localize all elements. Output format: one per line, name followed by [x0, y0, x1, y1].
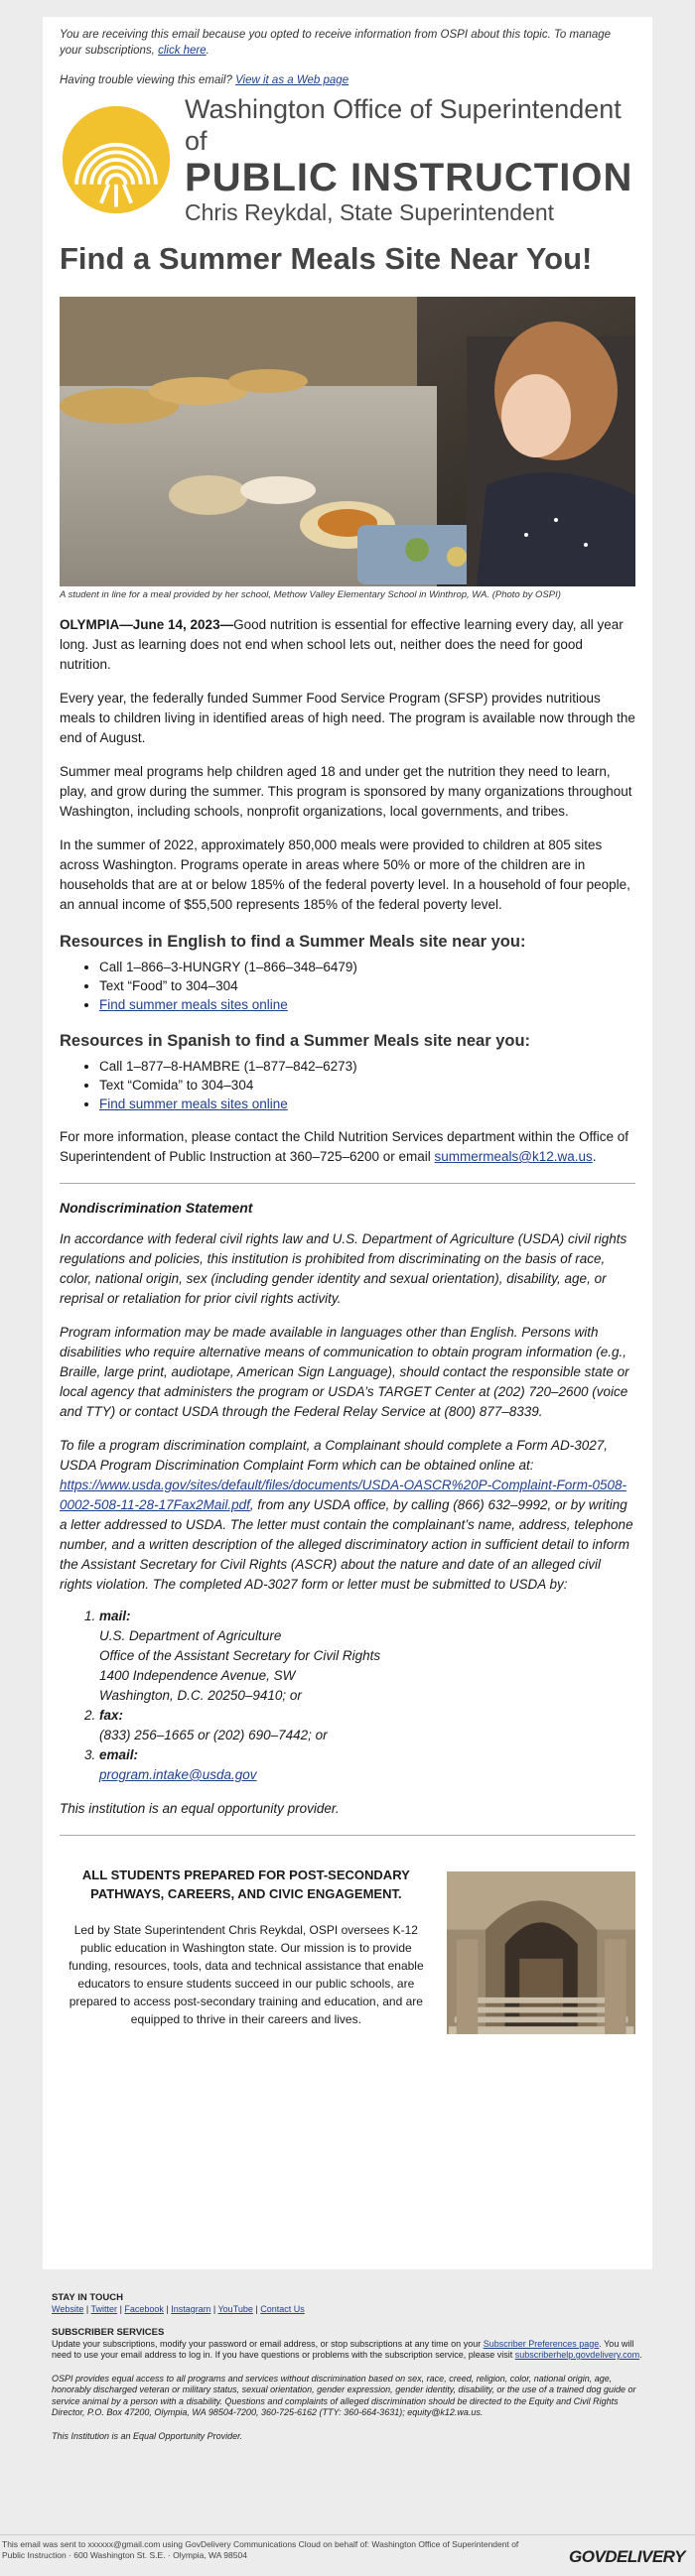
list-item: • Text “Comida” to 304–304 — [99, 1076, 635, 1095]
summermeals-email-link[interactable]: summermeals@k12.wa.us — [434, 1149, 593, 1164]
ospi-mission-band — [60, 1862, 635, 2036]
list-item: • Call 1–877–8-HAMBRE (1–877–842–6273) — [99, 1057, 635, 1076]
social-links: Website | Twitter | Facebook | Instagram | YouTube | Contact Us — [52, 2303, 305, 2314]
contact-us-link[interactable]: Contact Us — [260, 2303, 305, 2314]
logo-line-3: Chris Reykdal, State Superintendent — [185, 199, 555, 225]
spanish-resources-heading: Resources in Spanish to find a Summer Meals site near you: — [60, 1032, 531, 1050]
english-resources-list — [60, 958, 635, 1014]
ospi-sunburst-icon — [60, 101, 173, 218]
subscriber-footer — [0, 2292, 695, 2442]
govdelivery-logo: GOVDELIVERY — [569, 2547, 685, 2566]
divider — [60, 1835, 635, 1836]
ospi-equal-access-text: OSPI provides equal access to all programs and services without discrimination based on sex, race, creed, religion, color, national origin, age, honorably discharged veteran or military status, sexual orientation, gender expression, gender identity, disability, or the use of a trained dog guide or service animal by a person with a disability. Questions and complaints of alleged discrimination should be directed to the Equity and Civil Rights Director, P.O. Box 47200, Olympia, WA 98504-7200, 360-725-6162 (TTY: 360-664-3631); equity@k12.wa.us. — [52, 2373, 636, 2417]
mail-label: mail: — [99, 1609, 131, 1623]
list-item: • Text “Food” to 304–304 — [99, 976, 635, 995]
email-body — [43, 17, 652, 2269]
mission-body: Led by State Superintendent Chris Reykdal, OSPI oversees K-12 public education in Washington state. Our mission is to provide funding, resources, tools, data and technical assistance that enable educators to ensure students succeed in our public schools, are prepared to access post-secondary training and education, and are equipped to thrive in their careers and lives. — [69, 1923, 424, 2026]
manage-subscriptions-link[interactable]: click here — [158, 45, 207, 57]
mission-title: ALL STUDENTS PREPARED FOR POST-SECONDARY PATHWAYS, CAREERS, AND CIVIC ENGAGEMENT. — [81, 1868, 410, 1901]
subscriber-preferences-link[interactable]: Subscriber Preferences page — [483, 2338, 600, 2349]
paragraph-statistics: In the summer of 2022, approximately 850,000 meals were provided to children at 805 sites across Washington. Programs operate in areas where 50% or more of the children are in households that are at or below 185% of the federal poverty level. In a household of four people, an annual income of $55,500 represents 185% of the federal poverty level. — [60, 837, 630, 912]
twitter-link[interactable]: Twitter — [90, 2303, 118, 2314]
intro-paragraph: OLYMPIA—June 14, 2023—Good nutrition is essential for effective learning every day, all year long. Just as learning does not end when school lets out, neither does the need for good nutrition. — [60, 617, 624, 672]
fax-label: fax: — [99, 1708, 124, 1723]
list-item — [99, 1095, 635, 1113]
find-sites-english-link[interactable]: Find summer meals sites online — [99, 997, 288, 1012]
list-item — [99, 1745, 635, 1785]
english-resources-heading: Resources in English to find a Summer Meals site near you: — [60, 933, 526, 951]
submission-methods-list — [60, 1607, 635, 1785]
facebook-link[interactable]: Facebook — [124, 2303, 164, 2314]
list-item: • Call 1–866–3-HUNGRY (1–866–348–6479) — [99, 958, 635, 976]
paragraph-summer-programs: Summer meal programs help children aged 18 and under get the nutrition they need to learn, play, and grow during the summer. This program is sponsored by many organizations throughout Washington, including schools, nonprofit organizations, local governments, and tribes. — [60, 764, 632, 819]
student-lunch-photo — [60, 297, 635, 586]
nondiscrimination-p2: Program information may be made available in languages other than English. Persons with disabilities who require alternative means of communication to obtain program information (e.g., Braille, large print, audiotape, American Sign Language), should contact the responsible state or local agency that administers the program or USDA’s TARGET Center at (202) 720–2600 (voice and TTY) or contact USDA through the Federal Relay Service at (800) 877–8339. — [60, 1325, 629, 1419]
sent-to-text: This email was sent to xxxxxx@gmail.com using GovDelivery Communications Cloud on behalf of: Washington Office of Superintendent of Public Instruction · 600 Washington St. S.E. · Olympia, WA 98504 — [2, 2539, 519, 2560]
subscriber-services-heading: SUBSCRIBER SERVICES — [52, 2327, 165, 2338]
capitol-entrance-photo — [447, 1869, 635, 2036]
list-item — [99, 995, 635, 1014]
dateline: OLYMPIA—June 14, 2023— — [60, 617, 234, 632]
trouble-viewing: Having trouble viewing this email? View it as a Web page — [60, 74, 349, 86]
list-item: 2. fax: (833) 256–1665 or (202) 690–7442; or — [99, 1706, 635, 1745]
website-link[interactable]: Website — [52, 2303, 84, 2314]
usda-intake-email-link[interactable]: program.intake@usda.gov — [99, 1767, 257, 1782]
find-sites-spanish-link[interactable]: Find summer meals sites online — [99, 1096, 288, 1111]
web-version-link[interactable]: View it as a Web page — [235, 74, 349, 86]
subscription-notice: You are receiving this email because you opted to receive information from OSPI about this topic. To manage your subscriptions, click here. — [60, 29, 612, 57]
nondiscrimination-p3: To file a program discrimination complaint, a Complainant should complete a Form AD-3027, USDA Program Discrimination Complaint Form which can be obtained online at: https://www.usda.gov/sites/default/files/documents/USDA-OASCR%20P-Complaint-Form-0508-0002-508-11-28-17Fax2Mail.pdf, from any USDA office, by calling (866) 632–9992, or by writing a letter addressed to USDA. The letter must contain the complainant’s name, address, telephone number, and a written description of the alleged discriminatory action in sufficient detail to inform the Assistant Secretary for Civil Rights (ASCR) about the nature and date of an alleged civil rights violation. The completed AD-3027 form or letter must be submitted to USDA by: — [60, 1438, 633, 1592]
govdelivery-bar — [0, 2534, 695, 2576]
subscriber-help-link[interactable]: subscriberhelp.govdelivery.com — [514, 2350, 640, 2360]
nondiscrimination-p1: In accordance with federal civil rights law and U.S. Department of Agriculture (USDA) civil rights regulations and policies, this institution is prohibited from discriminating on the basis of race, color, national origin, sex (including gender identity and sexual orientation), disability, age, or reprisal or retaliation for prior civil rights activity. — [60, 1231, 627, 1306]
list-item: 1. mail: U.S. Department of Agriculture Office of the Assistant Secretary for Civil Rights 1400 Independence Avenue, SW Washington, D.C. 20250–9410; or — [99, 1607, 635, 1706]
usda-complaint-form-link[interactable]: https://www.usda.gov/sites/default/files/documents/USDA-OASCR%20P-Complaint-Form-0508-0002-508-11-28-17Fax2Mail.pdf — [60, 1478, 626, 1512]
institution-statement: This Institution is an Equal Opportunity Provider. — [52, 2430, 243, 2441]
ospi-logo — [60, 94, 635, 225]
email-label: email: — [99, 1747, 139, 1762]
logo-line-2: PUBLIC INSTRUCTION — [185, 156, 633, 199]
equal-opportunity-statement: This institution is an equal opportunity provider. — [60, 1801, 340, 1816]
nondiscrimination-heading: Nondiscrimination Statement — [60, 1200, 253, 1216]
subscriber-services-text: Update your subscriptions, modify your password or email address, or stop subscriptions at any time on your Subscriber Preferences page. You will need to use your email address to log in. If you have questions or problems with the subscription service, please visit subscriberhelp.govdelivery.com. — [52, 2338, 642, 2360]
article-title: Find a Summer Meals Site Near You! — [60, 241, 593, 276]
photo-caption: A student in line for a meal provided by her school, Methow Valley Elementary School in Winthrop, WA. (Photo by OSPI) — [60, 589, 561, 600]
more-info-paragraph: For more information, please contact the Child Nutrition Services department within the Office of Superintendent of Public Instruction at 360–725–6200 or email summermeals@k12.wa.us. — [60, 1129, 629, 1164]
paragraph-sfsp: Every year, the federally funded Summer Food Service Program (SFSP) provides nutritious meals to children living in identified areas of high need. The program is available now through the end of August. — [60, 691, 635, 745]
instagram-link[interactable]: Instagram — [171, 2303, 211, 2314]
youtube-link[interactable]: YouTube — [217, 2303, 253, 2314]
stay-in-touch-heading: STAY IN TOUCH — [52, 2292, 123, 2303]
divider — [60, 1183, 635, 1184]
spanish-resources-list — [60, 1057, 635, 1113]
logo-line-1: Washington Office of Superintendent of — [185, 94, 622, 156]
